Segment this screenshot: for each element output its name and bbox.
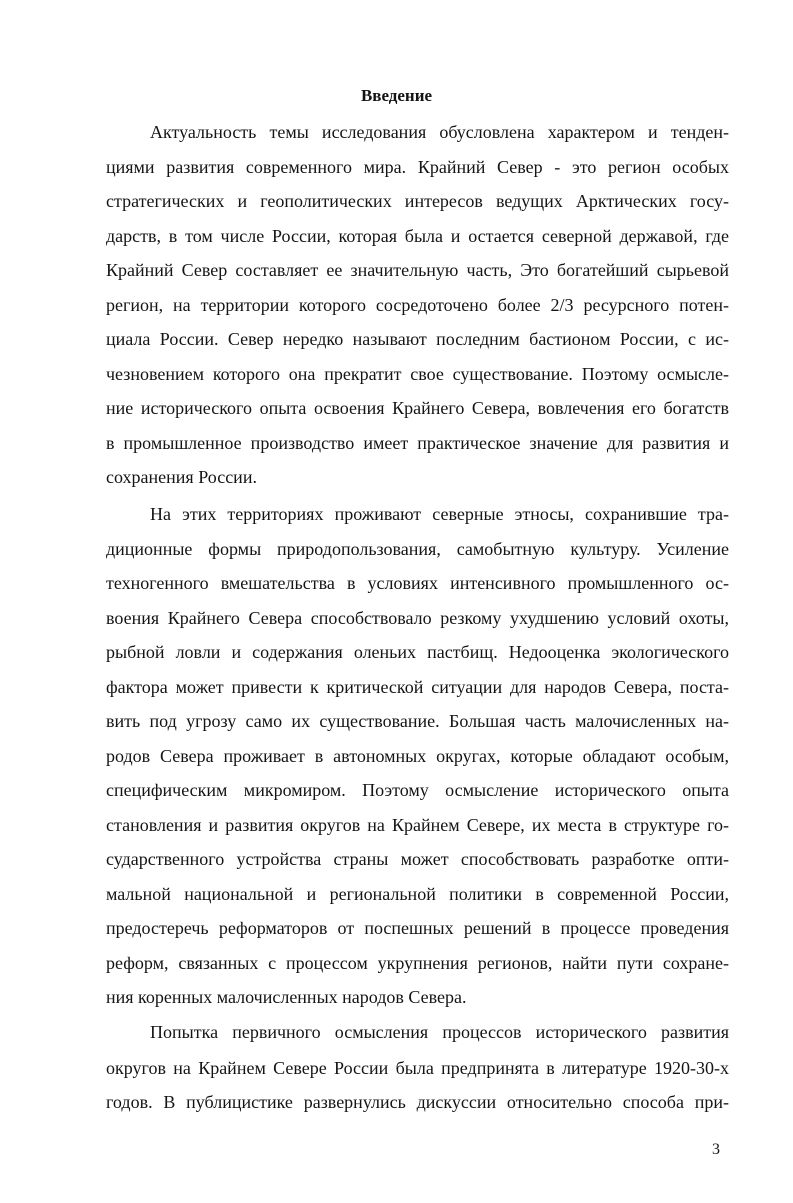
text-line: мальной национальной и региональной политики в современной России, xyxy=(106,884,729,904)
text-line: чезновением которого она прекратит свое существование. Поэтому осмысле- xyxy=(106,364,729,384)
text-line: Актуальность темы исследования обусловлена характером и тенден- xyxy=(150,122,729,142)
text-line: ние исторического опыта освоения Крайнего Севера, вовлечения его богатств xyxy=(106,398,729,418)
text-line: фактора может привести к критической ситуации для народов Севера, поста- xyxy=(106,677,729,697)
text-line: воения Крайнего Севера способствовало резкому ухудшению условий охоты, xyxy=(106,608,729,628)
text-line: специфическим микромиром. Поэтому осмысление исторического опыта xyxy=(106,780,729,800)
text-line: рыбной ловли и содержания оленьих пастбищ. Недооценка экологического xyxy=(106,642,729,662)
text-line: вить под угрозу само их существование. Большая часть малочисленных на- xyxy=(106,711,729,731)
text-line: родов Севера проживает в автономных округах, которые обладают особым, xyxy=(106,746,729,766)
text-line: Крайний Север составляет ее значительную часть, Это богатейший сырьевой xyxy=(106,260,729,280)
text-line: годов. В публицистике развернулись дискуссии относительно способа при- xyxy=(106,1092,729,1112)
text-line: циями развития современного мира. Крайний Север - это регион особых xyxy=(106,157,729,177)
text-line: техногенного вмешательства в условиях интенсивного промышленного ос- xyxy=(106,573,729,593)
text-line: регион, на территории которого сосредоточено более 2/3 ресурсного потен- xyxy=(106,295,729,315)
text-line: сохранения России. xyxy=(106,467,257,487)
text-line: циала России. Север нередко называют последним бастионом России, с ис- xyxy=(106,329,729,349)
text-line: стратегических и геополитических интересов ведущих Арктических госу- xyxy=(106,191,729,211)
text-line: ния коренных малочисленных народов Севера. xyxy=(106,987,467,1007)
section-title: Введение xyxy=(360,86,433,105)
page-number: 3 xyxy=(712,1141,720,1158)
text-line: предостеречь реформаторов от поспешных решений в процессе проведения xyxy=(106,918,729,938)
text-line: дарств, в том числе России, которая была и остается северной державой, где xyxy=(106,226,729,246)
text-line: реформ, связанных с процессом укрупнения регионов, найти пути сохране- xyxy=(106,953,729,973)
text-line: На этих территориях проживают северные этносы, сохранившие тра- xyxy=(150,504,729,524)
text-line: округов на Крайнем Севере России была предпринята в литературе 1920-30-х xyxy=(106,1058,729,1078)
text-line: диционные формы природопользования, самобытную культуру. Усиление xyxy=(106,539,729,559)
text-line: становления и развития округов на Крайнем Севере, их места в структуре го- xyxy=(106,815,729,835)
text-line: в промышленное производство имеет практическое значение для развития и xyxy=(106,433,729,453)
text-line: сударственного устройства страны может способствовать разработке опти- xyxy=(106,849,729,869)
text-line: Попытка первичного осмысления процессов исторического развития xyxy=(150,1022,729,1042)
